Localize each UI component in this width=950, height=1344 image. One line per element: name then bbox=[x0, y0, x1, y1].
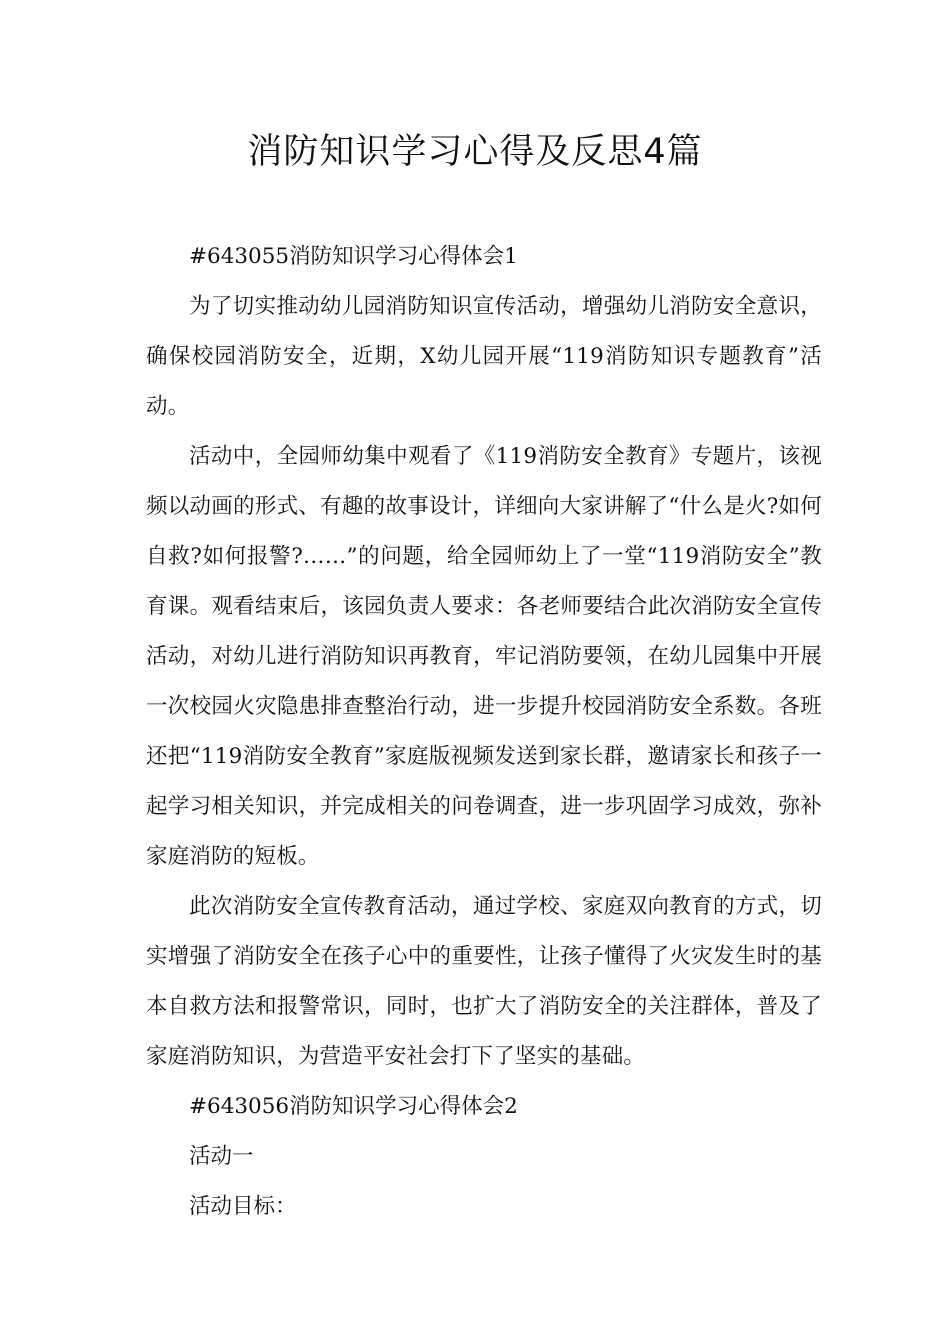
document-title: 消防知识学习心得及反思4篇 bbox=[247, 132, 703, 172]
paragraph-1: 为了切实推动幼儿园消防知识宣传活动，增强幼儿消防安全意识，确保校园消防安全，近期，X幼儿园开展“119消防知识专题教育”活动。 bbox=[146, 294, 822, 419]
section-heading-2: #643056消防知识学习心得体会2 bbox=[189, 1094, 518, 1119]
section-2-line-1: 活动一 bbox=[189, 1144, 254, 1169]
paragraph-2: 活动中，全园师幼集中观看了《119消防安全教育》专题片，该视频以动画的形式、有趣的故事设计，详细向大家讲解了“什么是火?如何自救?如何报警?……”的问题，给全园师幼上了一堂“119消防安全”教育课。观看结束后，该园负责人要求：各老师要结合此次消防安全宣传活动，对幼儿进行消防知识再教育，牢记消防要领，在幼儿园集中开展一次校园火灾隐患排查整治行动，进一步提升校园消防安全系数。各班还把“119消防安全教育”家庭版视频发送到家长群，邀请家长和孩子一起学习相关知识，并完成相关的问卷调查，进一步巩固学习成效，弥补家庭消防的短板。 bbox=[146, 444, 822, 869]
section-2-line-2: 活动目标： bbox=[189, 1194, 297, 1219]
document-body bbox=[146, 232, 822, 1232]
section-heading-1: #643055消防知识学习心得体会1 bbox=[189, 244, 518, 269]
paragraph-3: 此次消防安全宣传教育活动，通过学校、家庭双向教育的方式，切实增强了消防安全在孩子心中的重要性，让孩子懂得了火灾发生时的基本自救方法和报警常识，同时，也扩大了消防安全的关注群体，普及了家庭消防知识，为营造平安社会打下了坚实的基础。 bbox=[146, 894, 822, 1069]
